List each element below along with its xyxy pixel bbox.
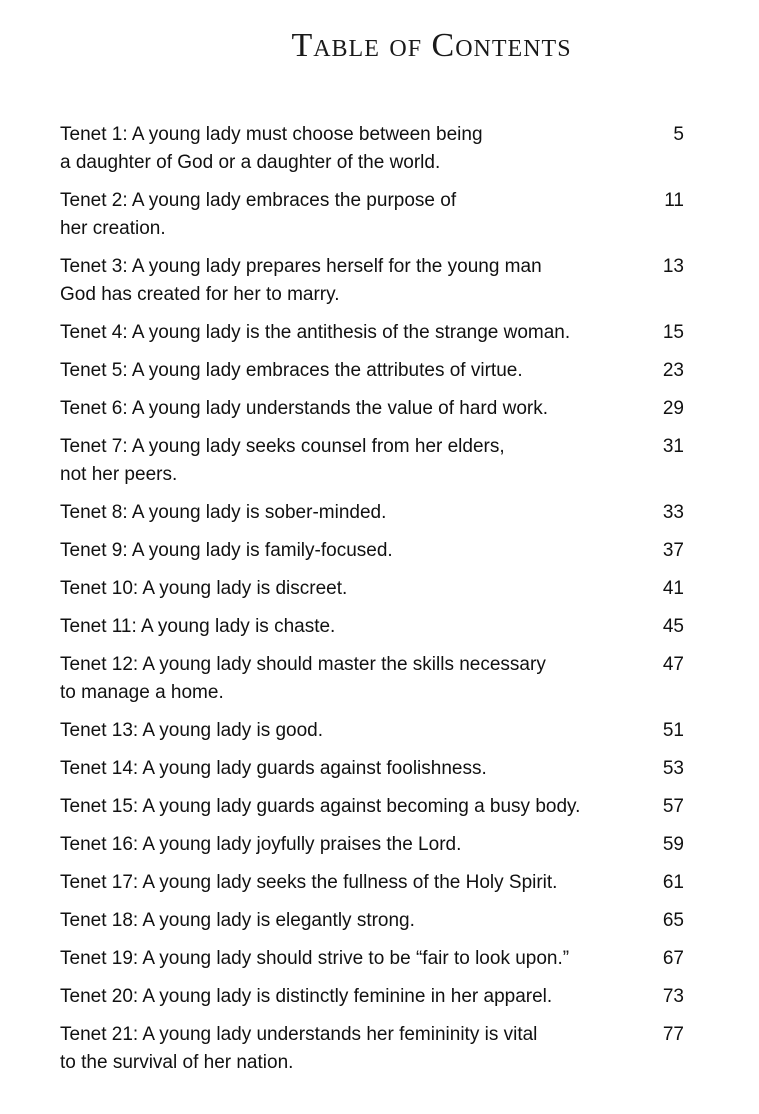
toc-entry-line: Tenet 13: A young lady is good. bbox=[60, 720, 324, 741]
toc-entry-text bbox=[60, 755, 690, 783]
toc-entry-13[interactable] bbox=[60, 717, 690, 745]
toc-entry-text bbox=[60, 945, 690, 973]
toc-entry-line: God has created for her to marry. bbox=[60, 284, 340, 305]
toc-entry-text bbox=[60, 831, 690, 859]
toc-entry-text bbox=[60, 575, 690, 603]
toc-page-number: 29 bbox=[662, 398, 684, 419]
toc-entry-19[interactable] bbox=[60, 945, 690, 973]
toc-entry-16[interactable] bbox=[60, 831, 690, 859]
toc-entry-line: not her peers. bbox=[60, 464, 178, 485]
toc-entry-line: Tenet 3: A young lady prepares herself for the young man bbox=[60, 256, 542, 277]
toc-entry-text bbox=[60, 537, 690, 565]
toc-entry-text bbox=[60, 433, 690, 489]
toc-entry-text bbox=[60, 869, 690, 897]
toc-entry-2[interactable] bbox=[60, 187, 690, 243]
toc-page-number: 65 bbox=[662, 910, 684, 931]
toc-page-number: 67 bbox=[662, 948, 684, 969]
toc-entry-line: Tenet 14: A young lady guards against foolishness. bbox=[60, 758, 487, 779]
toc-entry-line: Tenet 16: A young lady joyfully praises the Lord. bbox=[60, 834, 462, 855]
toc-entry-4[interactable] bbox=[60, 319, 690, 347]
toc-page-number: 77 bbox=[662, 1024, 684, 1045]
toc-entry-line: Tenet 5: A young lady embraces the attributes of virtue. bbox=[60, 360, 523, 381]
toc-entry-10[interactable] bbox=[60, 575, 690, 603]
toc-entry-text bbox=[60, 907, 690, 935]
toc-page-number: 11 bbox=[664, 190, 684, 211]
toc-entry-text bbox=[60, 717, 690, 745]
toc-entry-15[interactable] bbox=[60, 793, 690, 821]
toc-entry-11[interactable] bbox=[60, 613, 690, 641]
toc-entry-line: her creation. bbox=[60, 218, 166, 239]
toc-entry-1[interactable] bbox=[60, 121, 690, 177]
toc-page-number: 13 bbox=[662, 256, 684, 277]
toc-entry-text bbox=[60, 793, 690, 821]
toc-entry-3[interactable] bbox=[60, 253, 690, 309]
toc-entry-17[interactable] bbox=[60, 869, 690, 897]
toc-entry-6[interactable] bbox=[60, 395, 690, 423]
toc-entry-text bbox=[60, 499, 690, 527]
toc-entry-line: to manage a home. bbox=[60, 682, 224, 703]
toc-page-number: 33 bbox=[662, 502, 684, 523]
toc-entry-line: Tenet 9: A young lady is family-focused. bbox=[60, 540, 393, 561]
toc-entry-line: to the survival of her nation. bbox=[60, 1052, 294, 1073]
page-title: Table of Contents bbox=[291, 27, 572, 64]
toc-page-number: 47 bbox=[662, 654, 684, 675]
toc-page-number: 51 bbox=[662, 720, 684, 741]
toc-entry-text bbox=[60, 187, 690, 243]
toc-entry-line: Tenet 7: A young lady seeks counsel from her elders, bbox=[60, 436, 505, 457]
toc-entry-7[interactable] bbox=[60, 433, 690, 489]
toc-entry-line: Tenet 4: A young lady is the antithesis of the strange woman. bbox=[60, 322, 571, 343]
toc-entry-9[interactable] bbox=[60, 537, 690, 565]
toc-page-number: 53 bbox=[662, 758, 684, 779]
toc-entry-line: Tenet 15: A young lady guards against becoming a busy body. bbox=[60, 796, 581, 817]
toc-entry-line: Tenet 8: A young lady is sober-minded. bbox=[60, 502, 387, 523]
toc-entry-text bbox=[60, 613, 690, 641]
toc-page-number: 57 bbox=[662, 796, 684, 817]
toc-entry-line: Tenet 10: A young lady is discreet. bbox=[60, 578, 348, 599]
toc-entry-21[interactable] bbox=[60, 1021, 690, 1077]
toc-page-number: 31 bbox=[662, 436, 684, 457]
toc-page-number: 45 bbox=[662, 616, 684, 637]
toc-page-number: 61 bbox=[662, 872, 684, 893]
toc-entry-14[interactable] bbox=[60, 755, 690, 783]
toc-page-number: 15 bbox=[662, 322, 684, 343]
toc-entry-text bbox=[60, 983, 690, 1011]
toc-entry-text bbox=[60, 319, 690, 347]
toc-entry-text bbox=[60, 357, 690, 385]
table-of-contents bbox=[60, 121, 690, 1087]
toc-entry-line: Tenet 1: A young lady must choose between being bbox=[60, 124, 483, 145]
toc-entry-line: Tenet 18: A young lady is elegantly strong. bbox=[60, 910, 415, 931]
toc-entry-text bbox=[60, 395, 690, 423]
toc-entry-text bbox=[60, 253, 690, 309]
toc-entry-line: Tenet 11: A young lady is chaste. bbox=[60, 616, 336, 637]
toc-entry-line: Tenet 19: A young lady should strive to be “fair to look upon.” bbox=[60, 948, 570, 969]
toc-entry-20[interactable] bbox=[60, 983, 690, 1011]
toc-page-number: 5 bbox=[673, 124, 684, 145]
toc-entry-5[interactable] bbox=[60, 357, 690, 385]
toc-entry-text bbox=[60, 121, 690, 177]
toc-entry-line: Tenet 12: A young lady should master the skills necessary bbox=[60, 654, 546, 675]
toc-page-number: 73 bbox=[662, 986, 684, 1007]
toc-entry-text bbox=[60, 651, 690, 707]
toc-page-number: 59 bbox=[662, 834, 684, 855]
toc-entry-18[interactable] bbox=[60, 907, 690, 935]
toc-entry-line: Tenet 21: A young lady understands her femininity is vital bbox=[60, 1024, 538, 1045]
toc-page-number: 23 bbox=[662, 360, 684, 381]
toc-page-number: 37 bbox=[662, 540, 684, 561]
toc-entry-12[interactable] bbox=[60, 651, 690, 707]
toc-entry-line: a daughter of God or a daughter of the world. bbox=[60, 152, 441, 173]
toc-entry-text bbox=[60, 1021, 690, 1077]
toc-entry-line: Tenet 2: A young lady embraces the purpose of bbox=[60, 190, 457, 211]
toc-page-number: 41 bbox=[662, 578, 684, 599]
toc-entry-line: Tenet 20: A young lady is distinctly feminine in her apparel. bbox=[60, 986, 553, 1007]
toc-entry-8[interactable] bbox=[60, 499, 690, 527]
toc-entry-line: Tenet 17: A young lady seeks the fullness of the Holy Spirit. bbox=[60, 872, 558, 893]
toc-entry-line: Tenet 6: A young lady understands the value of hard work. bbox=[60, 398, 548, 419]
